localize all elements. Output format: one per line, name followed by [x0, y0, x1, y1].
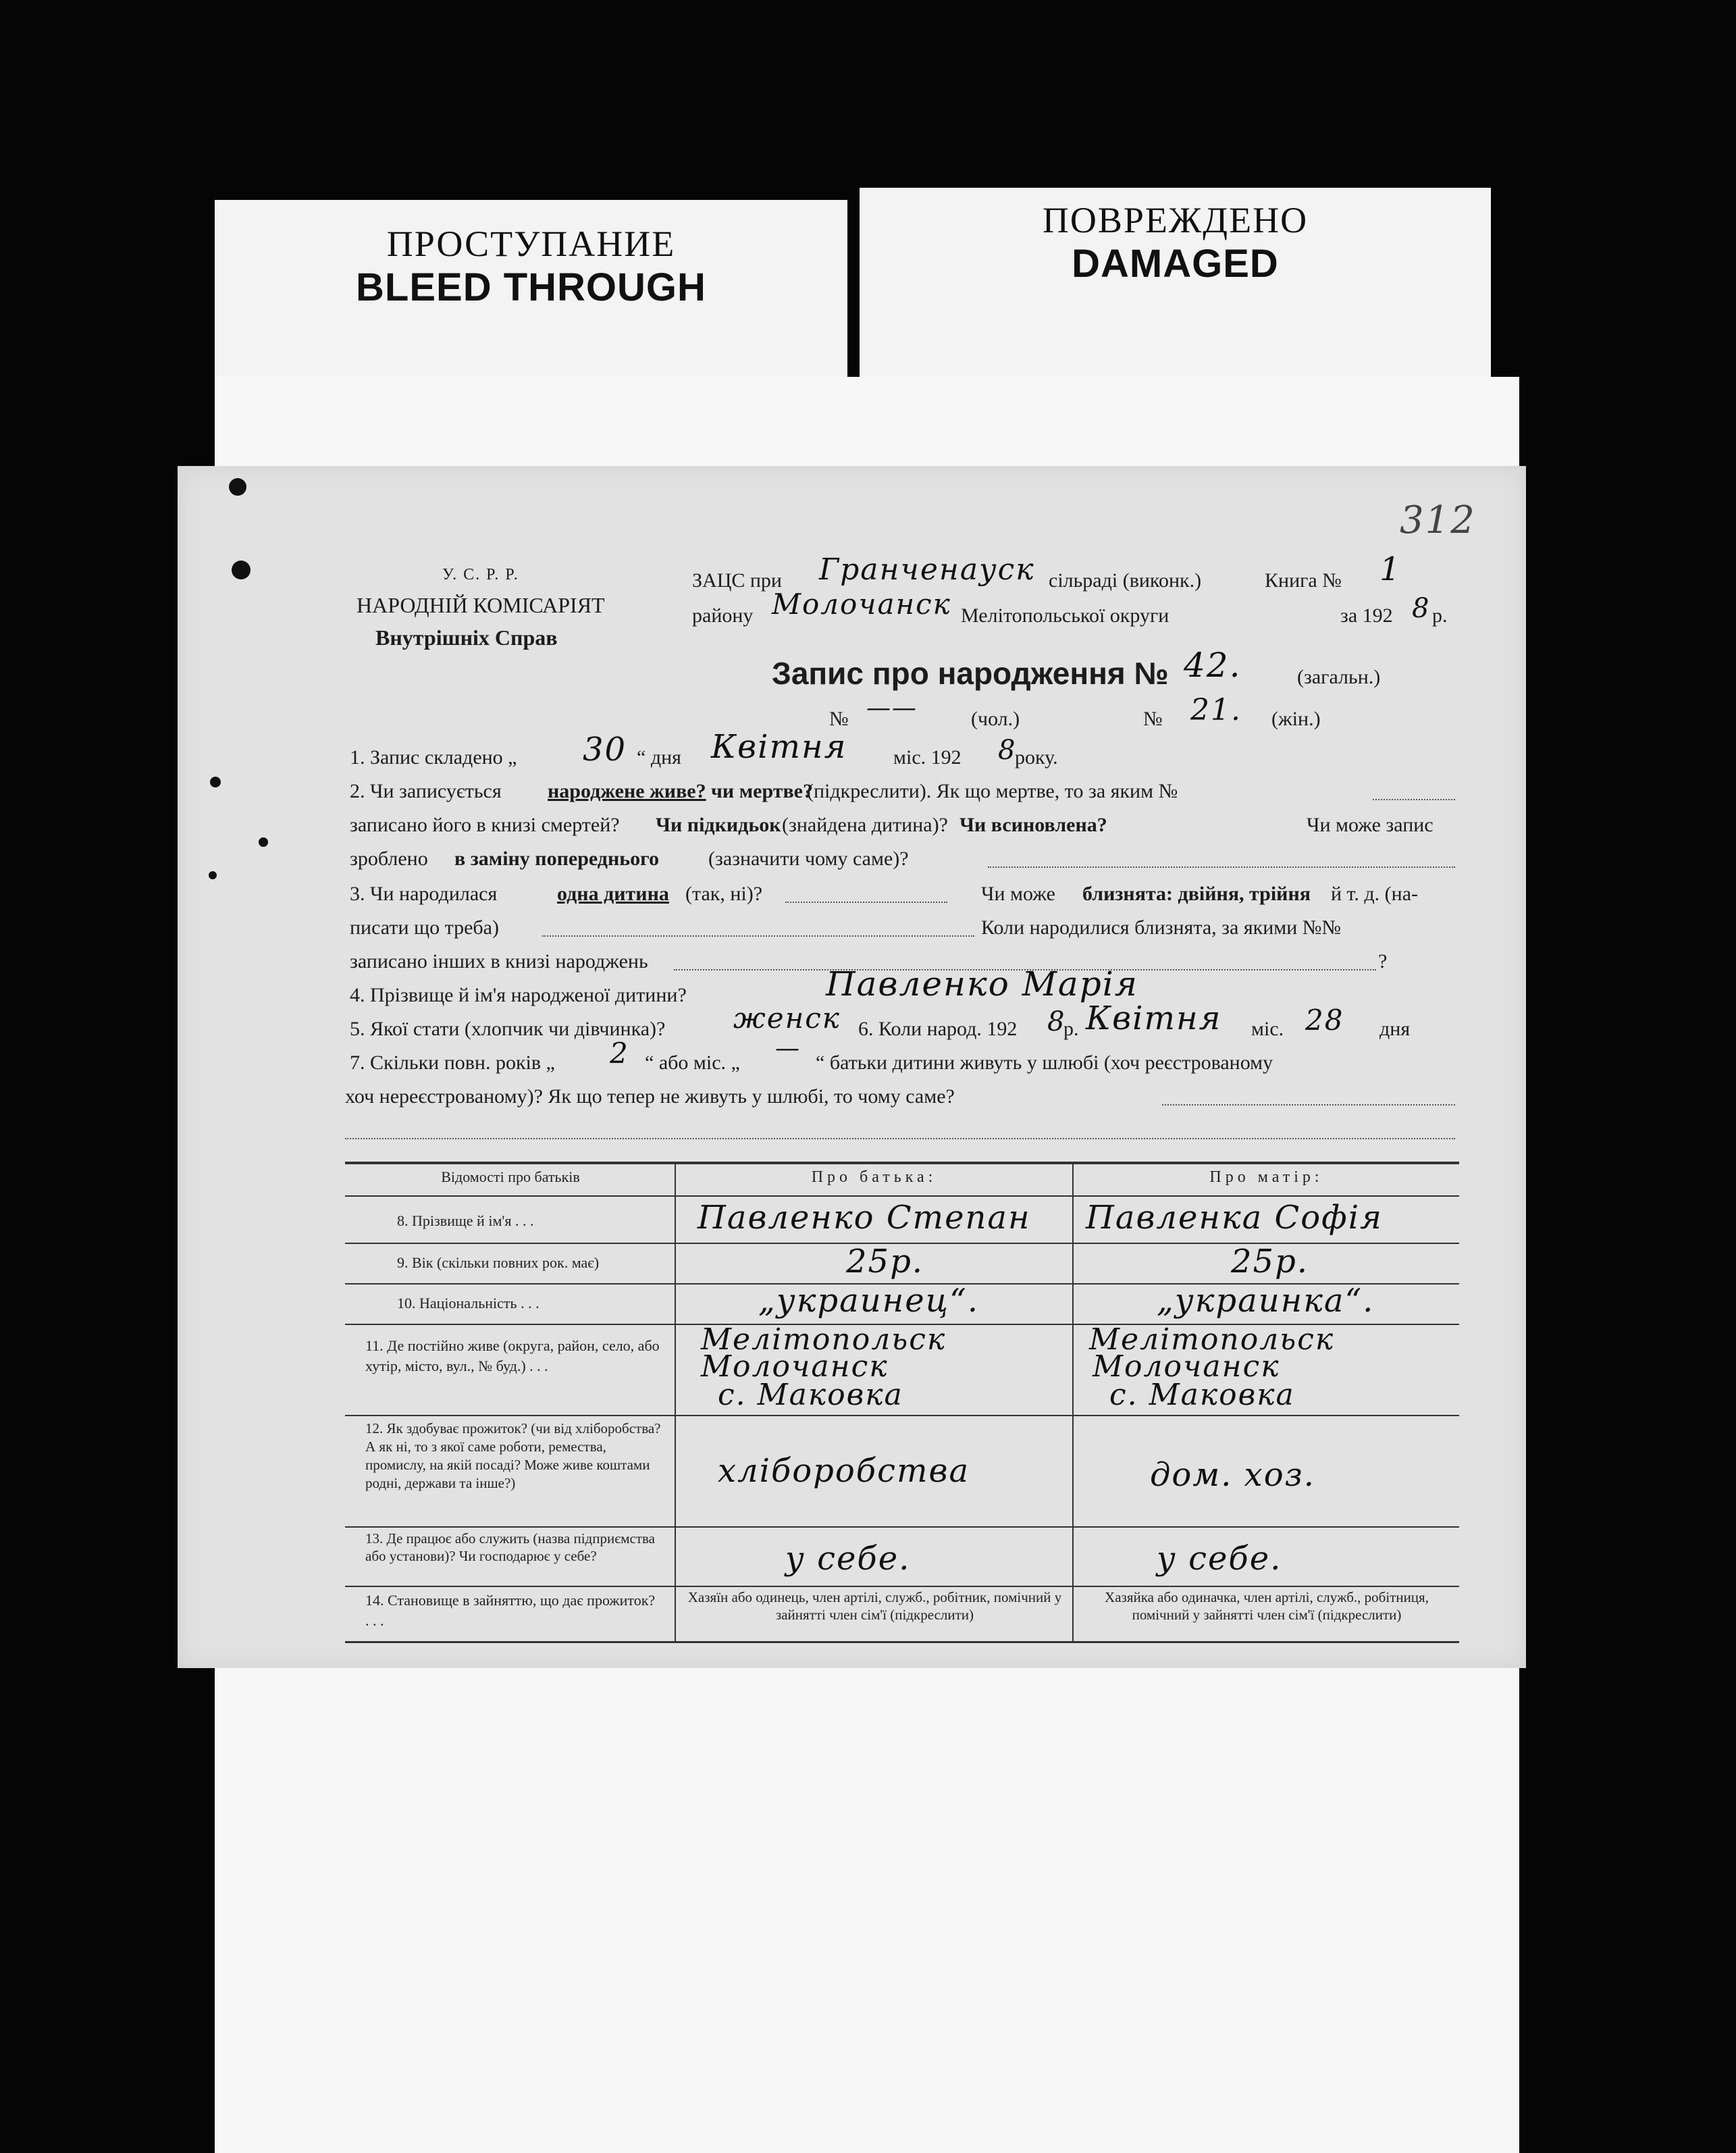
q2-l2a: записано його в книзі смертей? [350, 814, 620, 836]
q7-l2: хоч нереєстрованому)? Як що тепер не живуть у шлюбі, то чому саме? [345, 1085, 955, 1108]
damaged-ru: ПОВРЕЖДЕНО [1042, 200, 1309, 240]
father-status-options: Хазяїн або одинець, член артілі, служб., робітник, помічний у зайнятті член сім'ї (підкреслити) [687, 1589, 1062, 1623]
table-head-col3: Про матір: [1209, 1168, 1323, 1186]
q1-a: 1. Запис складено „ [350, 746, 517, 769]
okrugy-label: Мелітопольської округи [961, 604, 1169, 627]
row-label-residence: 11. Де постійно живе (округа, район, село, або хутір, місто, вул., № буд.) . . . [365, 1337, 660, 1374]
mother-livelihood: дом. хоз. [1150, 1456, 1316, 1494]
mother-status-options: Хазяйка або одиначка, член артілі, служб., робітниця, помічний у зайнятті член сім'ї (підкреслити) [1105, 1589, 1429, 1623]
q3-twins-line [542, 935, 974, 937]
q2-l1c: чи мертве? [711, 780, 813, 802]
q3-l1b: одна дитина [557, 883, 669, 905]
q6-month: Квітня [1086, 1000, 1222, 1037]
q6-d: міс. [1251, 1018, 1284, 1040]
father-residence-3: с. Маковка [718, 1378, 903, 1412]
bleed-through-en: BLEED THROUGH [356, 265, 706, 309]
zags-value: Гранченауск [819, 552, 1035, 587]
year-label: за 192 [1340, 604, 1393, 627]
father-residence-1: Мелітопольск [701, 1322, 947, 1357]
q2-l2d: Чи всиновлена? [959, 814, 1107, 836]
zhin-suffix: (жін.) [1271, 708, 1321, 730]
bleed-through-label [215, 223, 847, 310]
header-ussr: У. С. Р. Р. [442, 566, 519, 583]
table-col-rule [1072, 1162, 1074, 1642]
mother-age: 25р. [1231, 1243, 1309, 1280]
kniga-value: 1 [1379, 550, 1402, 588]
q7-reason-line [1162, 1104, 1455, 1106]
damaged-label [860, 199, 1491, 286]
q7-b: “ або міс. „ [645, 1052, 740, 1074]
q2-l2e: Чи може запис [1307, 814, 1433, 836]
q2-l3b: в заміну попереднього [454, 848, 660, 870]
mother-workplace: у себе. [1157, 1540, 1282, 1578]
chol-suffix: (чол.) [971, 708, 1020, 730]
table-top-rule [345, 1162, 1459, 1164]
mother-residence-2: Молочанск [1093, 1349, 1280, 1384]
mother-name: Павленка Софія [1086, 1199, 1383, 1237]
q6-day: 28 [1305, 1004, 1344, 1037]
punch-hole [259, 837, 268, 847]
q1-day: 30 [583, 731, 627, 769]
q7-c: “ батьки дитини живуть у шлюбі (хоч реєстрованому [816, 1052, 1273, 1074]
q2-l2c: (знайдена дитина)? [782, 814, 948, 836]
q3-l1a: 3. Чи народилася [350, 883, 498, 905]
mother-residence-1: Мелітопольск [1089, 1322, 1335, 1357]
mother-nationality: „украинка“. [1157, 1282, 1375, 1320]
q6-year: 8 [1047, 1006, 1066, 1037]
punch-hole [210, 777, 221, 787]
row-label-name: 8. Прізвище й ім'я . . . [397, 1212, 534, 1229]
table-row-rule [345, 1526, 1459, 1528]
chol-value: —— [866, 694, 918, 722]
father-name: Павленко Степан [698, 1199, 1031, 1237]
record-title: Запис про народження № [772, 656, 1169, 691]
q2-l2b: Чи підкидьок [656, 814, 781, 836]
q2-l3c: (зазначити чому саме)? [708, 848, 909, 870]
table-bottom-rule [345, 1641, 1459, 1643]
punch-hole [209, 871, 217, 879]
row-label-livelihood: 12. Як здобуває прожиток? (чи від хліборобства? А як ні, то з якої саме роботи, ремества, промислу, на якій посаді? Може живе коштами родні, держави та інше?) [365, 1420, 661, 1491]
q6-e: дня [1379, 1018, 1411, 1040]
zags-label: ЗАЦС при [692, 569, 782, 592]
q2-reason-line [988, 866, 1455, 868]
header-internal-affairs: Внутрішніх Справ [375, 625, 558, 650]
damaged-en: DAMAGED [1072, 242, 1279, 286]
q3-l1f: й т. д. (на- [1331, 883, 1419, 905]
birth-record-sheet [178, 466, 1526, 1668]
silradi-label: сільраді (виконк.) [1049, 569, 1202, 592]
q1-year: 8 [998, 735, 1017, 766]
q4-child-name: Павленко Марія [826, 964, 1138, 1004]
row-label-nationality: 10. Національність . . . [397, 1295, 540, 1312]
q6-b: 6. Коли народ. 192 [858, 1018, 1018, 1040]
q3-l1d: Чи може [981, 883, 1055, 905]
q1-d: року. [1015, 746, 1058, 769]
q5-sex: женск [733, 1002, 841, 1035]
q1-b: “ дня [637, 746, 681, 769]
father-workplace: у себе. [785, 1540, 911, 1578]
q3-l2b: Коли народилися близнята, за якими №№ [981, 916, 1342, 939]
q4-label: 4. Прізвище й ім'я народженої дитини? [350, 984, 687, 1006]
kniga-label: Книга № [1265, 569, 1342, 592]
father-age: 25р. [846, 1243, 924, 1280]
rayon-label: району [692, 604, 754, 627]
q7-years: 2 [610, 1037, 629, 1070]
header-commissariat: НАРОДНІЙ КОМІСАРІЯТ [357, 593, 605, 617]
table-row-rule [345, 1195, 1459, 1197]
zhin-prefix: № [1143, 708, 1163, 730]
punch-hole [232, 561, 251, 579]
q1-month: Квітня [711, 728, 847, 766]
table-row-rule [345, 1586, 1459, 1587]
table-head-col1: Відомості про батьків [441, 1168, 580, 1185]
row-label-status: 14. Становище в зайняттю, що дає прожиток? . . . [365, 1592, 656, 1629]
q6-c: р. [1063, 1018, 1079, 1040]
q2-l1a: 2. Чи записується [350, 780, 502, 802]
q2-answer-line [1373, 799, 1455, 800]
row-label-workplace: 13. Де працює або служить (назва підприємства або установи)? Чи господарює у себе? [365, 1530, 655, 1564]
q7-a: 7. Скільки повн. років „ [350, 1052, 555, 1074]
row-label-age: 9. Вік (скільки повних рок. має) [397, 1254, 600, 1271]
q3-l1c: (так, ні)? [685, 883, 763, 905]
table-head-col2: Про батька: [811, 1168, 937, 1186]
q3-l3a: записано інших в книзі народжень [350, 950, 648, 972]
table-col-rule [675, 1162, 676, 1642]
mother-residence-3: с. Маковка [1109, 1378, 1295, 1412]
father-livelihood: хліборобства [718, 1452, 970, 1490]
rayon-value: Молочанск [772, 588, 951, 621]
zhin-value: 21. [1190, 693, 1242, 727]
father-nationality: „украинец“. [758, 1282, 979, 1320]
q2-l1b: народжене живе? [548, 780, 706, 802]
q7-extra-line [345, 1138, 1455, 1139]
punch-hole [229, 478, 246, 496]
q3-l2a: писати що треба) [350, 916, 499, 939]
q2-l3a: зроблено [350, 848, 428, 870]
archive-number: 312 [1400, 498, 1476, 542]
q3-answer-line [785, 902, 947, 903]
q7-months: — [775, 1035, 801, 1062]
bleed-through-ru: ПРОСТУПАНИЕ [386, 224, 676, 264]
q2-l1d: (підкреслити). Як що мертве, то за яким № [807, 780, 1178, 802]
q1-c: міс. 192 [893, 746, 962, 769]
chol-prefix: № [829, 708, 849, 730]
year-suffix: р. [1432, 604, 1448, 627]
record-zagaln: (загальн.) [1297, 666, 1381, 688]
q3-l1e: близнята: двійня, трійня [1082, 883, 1311, 905]
year-value: 8 [1412, 593, 1431, 624]
q3-l3b: ? [1378, 950, 1388, 972]
table-row-rule [345, 1415, 1459, 1416]
q5-a: 5. Якої стати (хлопчик чи дівчинка)? [350, 1018, 666, 1040]
father-residence-2: Молочанск [701, 1349, 889, 1384]
record-number: 42. [1184, 646, 1242, 685]
